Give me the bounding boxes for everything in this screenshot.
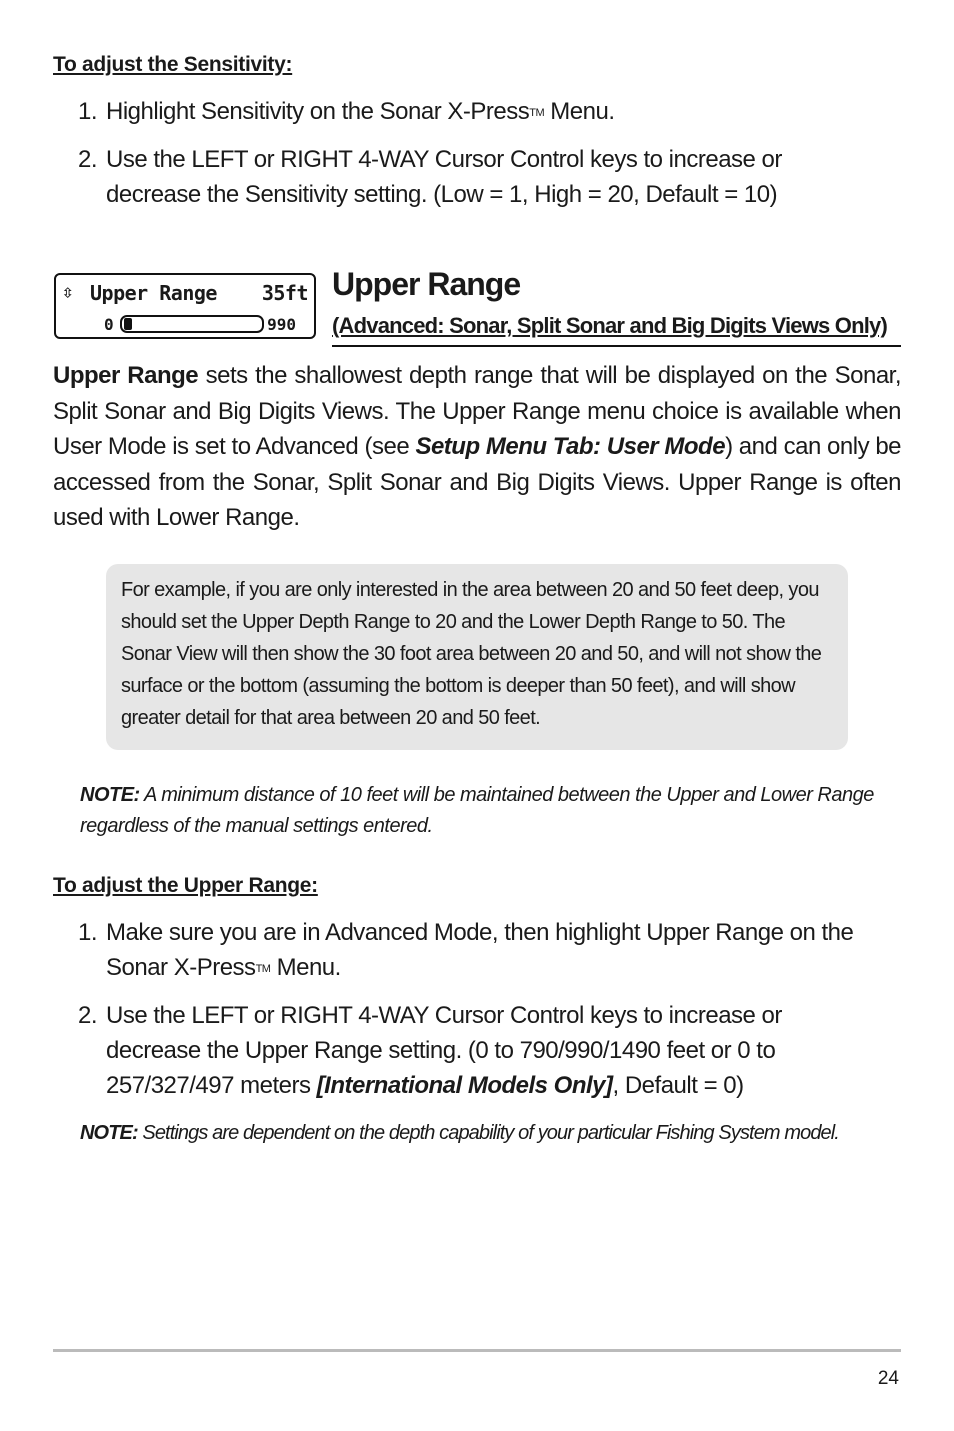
step-text-end: , Default = 0) [612, 1072, 744, 1099]
step-text-main: Use the LEFT or RIGHT 4-WAY Cursor Control keys to increase or decrease the Upper Range setting. (0 to 790/990/1490 feet or 0 to 257/327/497 meters [106, 1002, 782, 1099]
section-subtitle: (Advanced: Sonar, Split Sonar and Big Digits Views Only) [332, 313, 888, 338]
lead-term: Upper Range [53, 362, 199, 389]
trademark-mark: TM [529, 107, 545, 119]
upper-range-menu-widget [54, 273, 316, 339]
upper-range-step-2 [78, 998, 878, 1103]
widget-min-value: 0 [104, 315, 114, 334]
note-minimum-distance [80, 780, 890, 842]
widget-label: Upper Range [90, 281, 217, 305]
widget-value: 35ft [261, 281, 308, 305]
international-models-emphasis: [International Models Only] [316, 1072, 613, 1099]
note-text: A minimum distance of 10 feet will be maintained between the Upper and Lower Range regardless of the manual settings entered. [80, 784, 874, 837]
upper-range-step-1 [78, 915, 878, 985]
cross-reference: Setup Menu Tab: User Mode [415, 433, 726, 460]
step-number: 2. [78, 146, 98, 173]
example-callout [106, 564, 848, 750]
sensitivity-step-1 [78, 94, 878, 129]
step-text-end: Menu. [270, 954, 341, 981]
section-title: Upper Range [332, 266, 521, 302]
step-text-main: Make sure you are in Advanced Mode, then highlight Upper Range on the Sonar X-Press [106, 919, 854, 981]
note-text: Settings are dependent on the depth capability of your particular Fishing System model. [137, 1122, 839, 1144]
step-text [106, 94, 878, 129]
trademark-mark: TM [255, 963, 271, 975]
note-label: NOTE: [80, 784, 140, 806]
step-text: Use the LEFT or RIGHT 4-WAY Cursor Control keys to increase or decrease the Sensitivity setting. (Low = 1, High = 20, Default = 10) [106, 146, 782, 208]
step-text-end: Menu. [544, 98, 615, 125]
widget-max-value: 990 [267, 315, 296, 334]
page-number: 24 [877, 1368, 899, 1389]
callout-text: For example, if you are only interested in the area between 20 and 50 feet deep, you should set the Upper Depth Range to 20 and the Lower Depth Range to 50. The Sonar View will then show the 30 foot area between 20 and 50, and will not show the surface or the bottom (assuming the bottom is deeper than 50 feet), and will show greater detail for that area between 20 and 50 feet. [121, 579, 822, 729]
body-text-b: ) and can only be accessed from the Sonar, Split Sonar and Big Digits Views. Upper Range is often used with Lower Range. [53, 433, 902, 531]
step-text-main: Highlight Sensitivity on the Sonar X-Press [106, 98, 530, 125]
arrows-updown-icon: ⇳ [62, 281, 74, 303]
step-number: 1. [78, 98, 98, 125]
sensitivity-heading: To adjust the Sensitivity: [53, 53, 293, 76]
step-text [106, 998, 878, 1103]
range-slider-thumb [124, 318, 132, 330]
title-underline [332, 345, 901, 347]
body-paragraph [53, 358, 901, 536]
range-slider-track [120, 315, 264, 333]
step-text [106, 915, 878, 985]
upper-range-heading: To adjust the Upper Range: [53, 874, 318, 897]
sensitivity-step-2 [78, 142, 878, 212]
body-text-a: sets the shallowest depth range that will be displayed on the Sonar, Split Sonar and Big Digits Views. The Upper Range menu choice is available when User Mode is set to Advanced (see [53, 362, 901, 460]
step-number: 1. [78, 919, 98, 946]
footer-rule [53, 1349, 901, 1352]
step-number: 2. [78, 1002, 98, 1029]
note-depth-capability [80, 1118, 890, 1149]
note-label: NOTE: [80, 1122, 138, 1144]
